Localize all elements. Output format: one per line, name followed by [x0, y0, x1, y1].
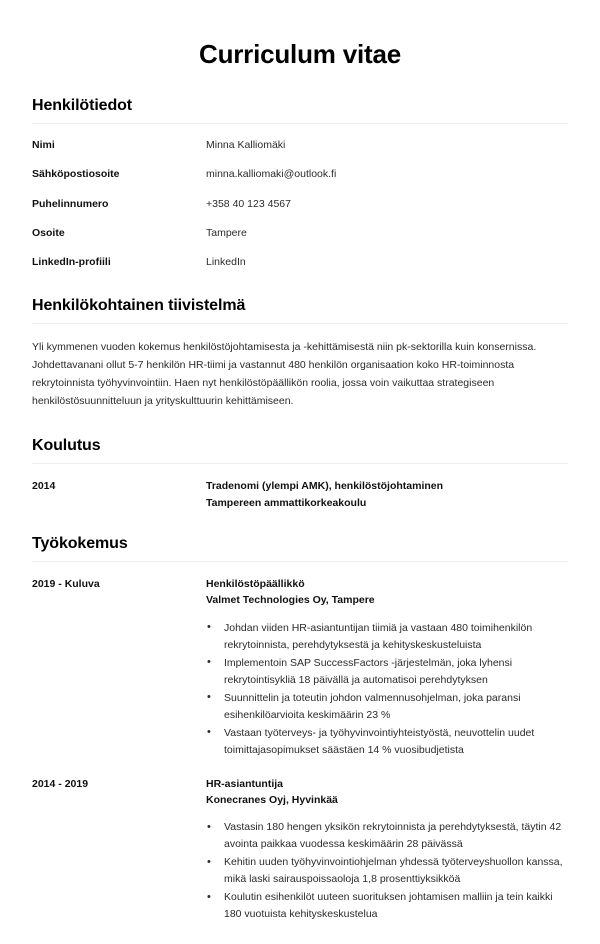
experience-entry-role: Henkilöstöpäällikkö: [206, 578, 305, 590]
detail-label: Osoite: [32, 226, 65, 239]
education-entry-degree: Tradenomi (ylempi AMK), henkilöstöjohtaminen: [206, 480, 444, 493]
section-heading-work-experience: Työkokemus: [32, 535, 128, 552]
section-heading-education: Koulutus: [32, 437, 101, 455]
experience-entry-date: 2014 - 2019: [32, 777, 89, 790]
experience-entry-body: [206, 576, 568, 760]
section-divider: [32, 561, 568, 562]
experience-bullet-list: [206, 819, 568, 923]
list-item: • Suunnittelin ja toteutin johdon valmennusohjelman, joka paransi esihenkilöarvioita keskimäärin 23 %: [206, 690, 568, 724]
detail-value-linkedin[interactable]: LinkedIn: [206, 256, 246, 269]
experience-entry-role: HR-asiantuntija: [206, 777, 284, 790]
detail-label: Sähköpostiosoite: [32, 168, 120, 181]
experience-entry-employer: Konecranes Oyj, Hyvinkää: [206, 793, 338, 806]
experience-entry-date: 2019 - Kuluva: [32, 578, 100, 590]
list-item: • Johdan viiden HR-asiantuntijan tiimiä ja vastaan 480 toimihenkilön rekrytoinnista, perehdytyksestä ja kehityskeskusteluista: [206, 620, 568, 654]
detail-label: Nimi: [32, 139, 55, 152]
education-entry: [32, 478, 568, 511]
list-item: • Vastasin 180 hengen yksikön rekrytoinnista ja perehdytyksestä, täytin 42 avointa paikkaa vuodessa keskimäärin 28 päivässä: [206, 819, 568, 853]
detail-row-phone: [32, 197, 568, 212]
detail-label: Puhelinnumero: [32, 197, 109, 210]
detail-label: LinkedIn-profiili: [32, 256, 111, 269]
experience-bullet-list: [206, 620, 568, 759]
detail-row-linkedin: [32, 255, 568, 270]
detail-value: minna.kalliomaki@outlook.fi: [206, 168, 337, 181]
experience-entry-employer: Valmet Technologies Oy, Tampere: [206, 594, 375, 607]
section-divider: [32, 463, 568, 464]
education-entry-institution: Tampereen ammattikorkeakoulu: [206, 496, 367, 509]
section-personal-details: [32, 96, 568, 270]
list-item: • Kehitin uuden työhyvinvointiohjelman yhdessä työterveyshuollon kanssa, mikä laski sairauspoissaoloja 1,8 prosenttiyksikköä: [206, 854, 568, 888]
summary-paragraph: Yli kymmenen vuoden kokemus henkilöstöjohtamisesta ja -kehittämisestä niin pk-sektorilla kuin konsernissa. Johdettavanani ollut 5-7 henkilön HR-tiimi ja vastannut 480 henkilön organisaation koko HR-toiminnosta rekrytoinnista työhyvinvointiin. Haen nyt henkilöstöpäällikön roolia, jossa voin vaikuttaa strategiseen henkilöstösuunnitteluun ja yrityskulttuurin kehittämiseen.: [32, 341, 537, 408]
education-entry-body: [206, 478, 568, 511]
detail-value: Tampere: [206, 226, 247, 239]
list-item: • Vastaan työterveys- ja työhyvinvointiyhteistyöstä, neuvottelin uudet toimittajasopimukset säästäen 14 % vuosibudjetista: [206, 725, 568, 759]
detail-row-name: [32, 138, 568, 153]
section-education: [32, 436, 568, 511]
section-heading-personal-summary: Henkilökohtainen tiivistelmä: [32, 297, 246, 315]
section-divider: [32, 123, 568, 124]
section-heading-personal-details: Henkilötiedot: [32, 97, 133, 115]
detail-row-address: [32, 226, 568, 241]
experience-entry: [32, 576, 568, 760]
list-item: • Implementoin SAP SuccessFactors -järjestelmän, joka lyhensi rekrytointisykliä 18 päivällä ja automatisoi perehdytyksen: [206, 655, 568, 689]
detail-row-email: [32, 167, 568, 182]
detail-value: Minna Kalliomäki: [206, 139, 286, 152]
experience-entry-body: [206, 776, 568, 925]
education-entry-date: 2014: [32, 480, 56, 493]
page-title: Curriculum vitae: [199, 39, 401, 69]
section-personal-summary: [32, 296, 568, 410]
section-work-experience: [32, 534, 568, 924]
experience-entry: [32, 776, 568, 925]
list-item: • Koulutin esihenkilöt uuteen suorituksen johtamisen malliin ja tein kaikki 180 vuotuista kehityskeskustelua: [206, 889, 568, 923]
section-divider: [32, 323, 568, 324]
detail-value: +358 40 123 4567: [206, 197, 291, 210]
